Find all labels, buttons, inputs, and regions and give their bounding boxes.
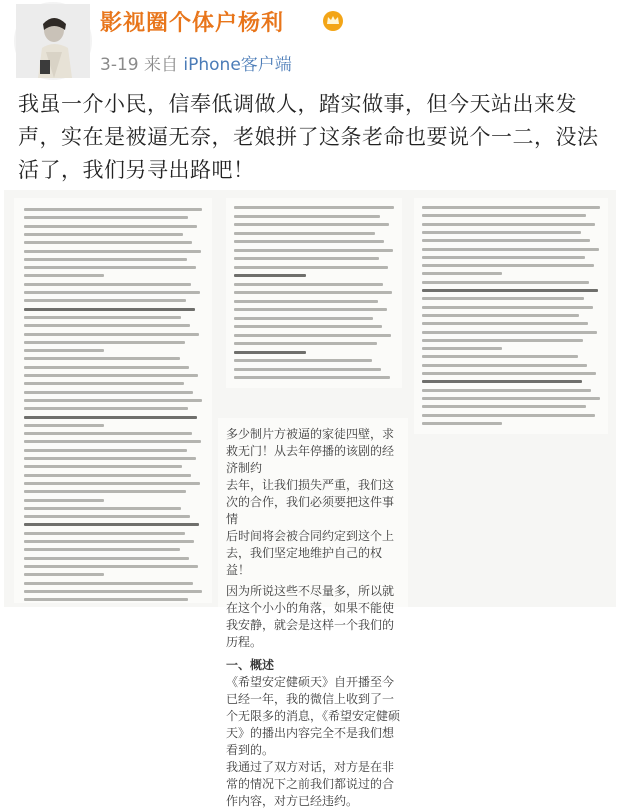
document-text-line — [24, 548, 180, 551]
document-text-line — [234, 359, 372, 362]
document-text-line — [234, 342, 377, 345]
document-text-line — [24, 590, 202, 593]
document-text-line — [24, 241, 192, 244]
excerpt-line: 《希望安定健硕天》自开播至今已经一年，我的微信上收到了一个无限多的消息，《希望安定健硕天》的播出内容完全不是我们想看到的。 — [226, 675, 401, 757]
document-text-line — [234, 274, 306, 277]
document-text-line — [422, 422, 502, 425]
document-text-line — [422, 264, 594, 267]
document-text-line — [24, 258, 187, 261]
document-text-line — [422, 389, 591, 392]
document-text-line — [24, 391, 193, 394]
document-text-line — [422, 231, 581, 234]
document-text-line — [24, 266, 196, 269]
document-text-line — [234, 325, 382, 328]
document-text-line — [234, 215, 380, 218]
document-text-line — [24, 540, 194, 543]
document-text-line — [422, 256, 585, 259]
post-date: 3-19 — [100, 55, 139, 75]
document-text-line — [422, 355, 578, 358]
document-text-line — [234, 376, 390, 379]
document-text-line — [24, 465, 182, 468]
document-text-line — [24, 440, 201, 443]
document-text-line — [24, 507, 181, 510]
document-text-line — [234, 334, 391, 337]
document-text-line — [234, 223, 389, 226]
document-text-line — [234, 308, 387, 311]
post-body-text: 我虽一介小民，信奉低调做人，踏实做事，但今天站出来发声，实在是被逼无奈，老娘拼了这条老命也要说个一二，没法活了，我们另寻出路吧！ — [18, 92, 599, 182]
document-text-line — [24, 308, 195, 311]
document-text-line — [24, 366, 189, 369]
excerpt-line: 多少制片方被逼的家徒四壁，求救无门！从去年停播的该剧的经济制约 — [226, 427, 395, 475]
document-text-line — [234, 232, 375, 235]
document-text-line — [24, 573, 104, 576]
document-text-line — [422, 206, 600, 209]
document-text-line — [24, 225, 197, 228]
document-text-line — [24, 449, 187, 452]
document-text-line — [24, 416, 197, 419]
excerpt-line: 去年，让我们损失严重，我们这次的合作，我们必须要把这件事情 — [226, 478, 395, 526]
document-text-line — [422, 297, 584, 300]
document-text-line — [24, 216, 188, 219]
document-text-line — [24, 349, 104, 352]
document-text-line — [422, 214, 586, 217]
document-text-line — [24, 565, 198, 568]
document-text-line — [24, 582, 193, 585]
document-text-line — [422, 380, 582, 383]
crown-badge-icon — [322, 10, 344, 32]
document-excerpt — [226, 426, 402, 808]
document-text-line — [422, 339, 583, 342]
document-text-line — [24, 482, 200, 485]
document-text-line — [234, 291, 392, 294]
document-text-line — [234, 317, 373, 320]
document-text-line — [24, 316, 181, 319]
avatar[interactable] — [14, 2, 92, 80]
document-text-line — [234, 351, 306, 354]
document-text-line — [24, 515, 190, 518]
document-text-line — [24, 333, 199, 336]
excerpt-heading: 一、概述 — [226, 658, 275, 672]
document-text-line — [24, 474, 191, 477]
post-source[interactable]: iPhone客户端 — [183, 55, 292, 75]
document-text-line — [24, 208, 202, 211]
document-text-line — [422, 314, 579, 317]
document-text-line — [24, 374, 198, 377]
document-text-line — [234, 368, 381, 371]
document-text-line — [24, 341, 185, 344]
document-text-line — [24, 598, 188, 601]
document-text-line — [24, 233, 183, 236]
post-header — [14, 2, 614, 82]
document-text-line — [422, 306, 593, 309]
document-text-line — [24, 424, 104, 427]
document-text-line — [24, 399, 202, 402]
document-text-line — [24, 324, 190, 327]
document-text-line — [24, 274, 104, 277]
document-text-line — [422, 248, 599, 251]
document-text-line — [24, 432, 192, 435]
document-text-line — [422, 397, 600, 400]
document-text-line — [24, 557, 189, 560]
document-text-line — [24, 499, 104, 502]
document-text-line — [24, 490, 186, 493]
document-text-line — [234, 249, 393, 252]
document-text-line — [422, 239, 590, 242]
document-text-line — [24, 299, 186, 302]
document-text-line — [422, 289, 598, 292]
document-text-line — [422, 223, 595, 226]
document-text-line — [422, 322, 588, 325]
document-text-line — [422, 372, 596, 375]
document-text-line — [234, 283, 383, 286]
document-text-line — [234, 206, 394, 209]
document-text-line — [234, 240, 384, 243]
document-text-line — [24, 523, 199, 526]
document-text-line — [24, 407, 188, 410]
post-meta — [100, 50, 292, 75]
document-image[interactable] — [4, 190, 616, 808]
document-text-line — [24, 357, 180, 360]
document-text-line — [24, 283, 191, 286]
document-text-line — [422, 272, 502, 275]
document-text-line — [234, 257, 379, 260]
username[interactable]: 影视圈个体户杨利 — [100, 11, 285, 36]
excerpt-line: 后时间将会被合同约定到这个上去，我们坚定地维护自己的权益！ — [226, 529, 395, 577]
document-text-line — [234, 300, 378, 303]
document-text-line — [24, 532, 185, 535]
excerpt-line: 我通过了双方对话，对方是在非常的情况下之前我们都说过的合作内容，对方已经违约。 — [226, 760, 395, 808]
document-text-line — [422, 405, 586, 408]
document-text-line — [24, 382, 184, 385]
document-text-line — [24, 291, 200, 294]
document-text-line — [24, 250, 201, 253]
document-text-line — [422, 364, 587, 367]
document-text-line — [422, 347, 502, 350]
from-label: 来自 — [144, 55, 178, 75]
document-text-line — [422, 281, 589, 284]
document-text-line — [422, 414, 595, 417]
document-text-line — [422, 331, 597, 334]
excerpt-line: 因为所说这些不尽量多，所以就在这个小小的角落，如果不能使我安静，就会是这样一个我们的历程。 — [226, 584, 395, 649]
document-text-line — [234, 266, 388, 269]
document-text-line — [24, 457, 196, 460]
